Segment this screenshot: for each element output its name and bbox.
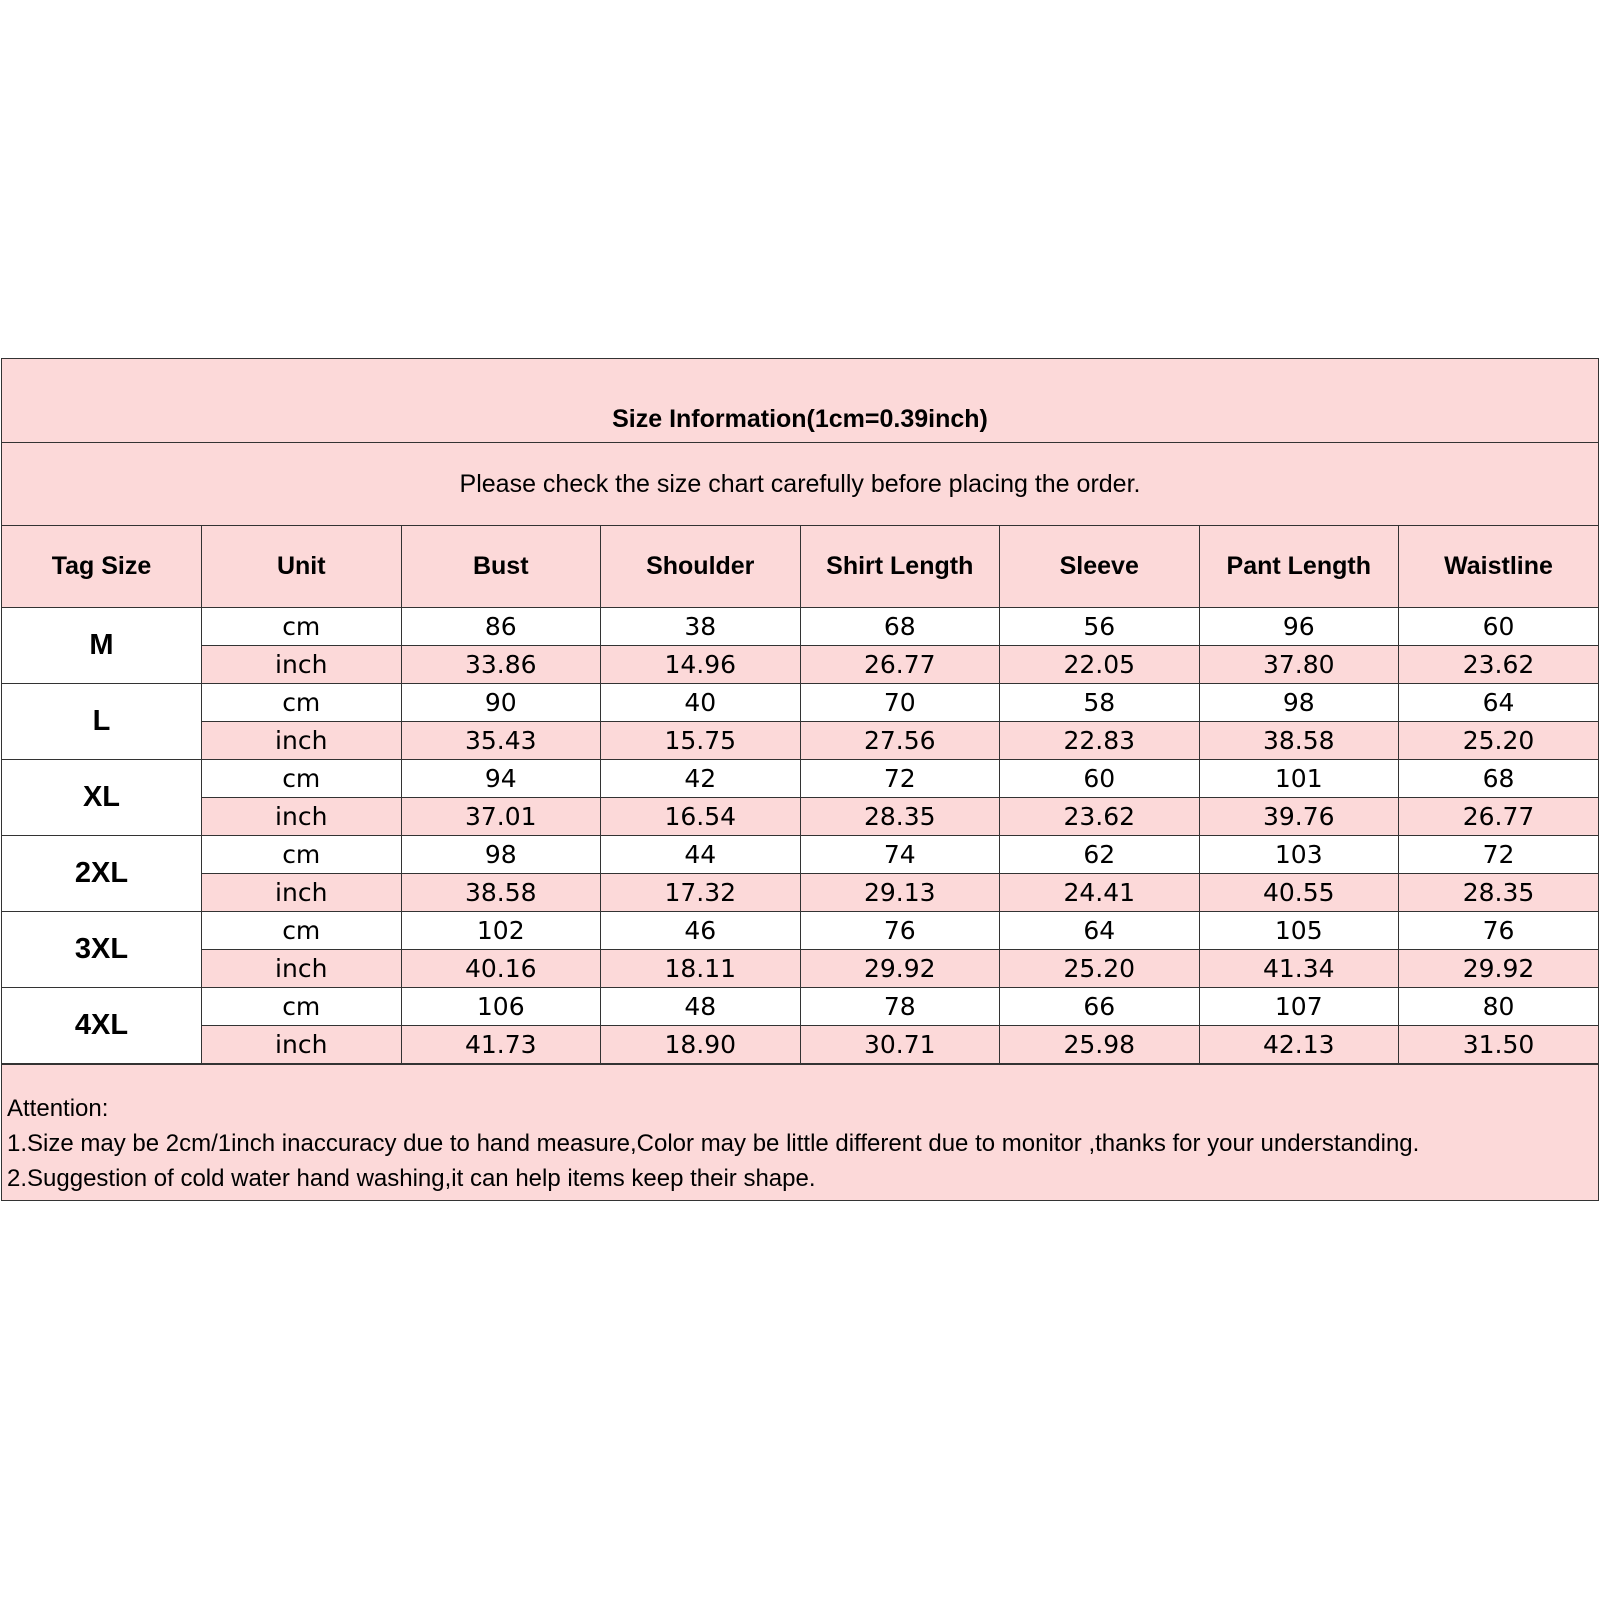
value-cell: 105 [1199,912,1399,950]
tag-size-cell: L [2,684,202,760]
value-cell: 38.58 [1199,722,1399,760]
value-cell: 74 [800,836,1000,874]
value-cell: 90 [401,684,601,722]
value-cell: 25.20 [1399,722,1599,760]
header-shirt-length: Shirt Length [800,526,1000,608]
header-waistline: Waistline [1399,526,1599,608]
value-cell: 66 [1000,988,1200,1026]
unit-cell: inch [202,798,402,836]
table-row [2,988,1598,1026]
header-sleeve: Sleeve [1000,526,1200,608]
value-cell: 17.32 [601,874,801,912]
value-cell: 56 [1000,608,1200,646]
table-row [2,836,1598,874]
header-row [2,526,1598,608]
value-cell: 70 [800,684,1000,722]
value-cell: 46 [601,912,801,950]
table-row [2,760,1598,798]
unit-cell: cm [202,760,402,798]
value-cell: 98 [1199,684,1399,722]
size-rows [2,608,1598,1064]
value-cell: 80 [1399,988,1599,1026]
value-cell: 76 [800,912,1000,950]
table-row [2,798,1598,836]
table-row [2,1026,1598,1064]
value-cell: 38 [601,608,801,646]
value-cell: 98 [401,836,601,874]
value-cell: 107 [1199,988,1399,1026]
table-row [2,912,1598,950]
tag-size-cell: 3XL [2,912,202,988]
value-cell: 62 [1000,836,1200,874]
value-cell: 64 [1000,912,1200,950]
value-cell: 58 [1000,684,1200,722]
value-cell: 41.34 [1199,950,1399,988]
value-cell: 42.13 [1199,1026,1399,1064]
value-cell: 25.20 [1000,950,1200,988]
value-cell: 64 [1399,684,1599,722]
value-cell: 24.41 [1000,874,1200,912]
header-bust: Bust [401,526,601,608]
value-cell: 40.16 [401,950,601,988]
value-cell: 60 [1000,760,1200,798]
value-cell: 26.77 [1399,798,1599,836]
value-cell: 14.96 [601,646,801,684]
value-cell: 22.83 [1000,722,1200,760]
value-cell: 29.92 [1399,950,1599,988]
value-cell: 40.55 [1199,874,1399,912]
unit-cell: inch [202,950,402,988]
header-unit: Unit [202,526,402,608]
value-cell: 72 [800,760,1000,798]
table-row [2,684,1598,722]
value-cell: 16.54 [601,798,801,836]
tag-size-cell: XL [2,760,202,836]
value-cell: 106 [401,988,601,1026]
unit-cell: cm [202,988,402,1026]
tag-size-cell: M [2,608,202,684]
value-cell: 86 [401,608,601,646]
value-cell: 60 [1399,608,1599,646]
unit-cell: cm [202,912,402,950]
value-cell: 26.77 [800,646,1000,684]
value-cell: 76 [1399,912,1599,950]
value-cell: 30.71 [800,1026,1000,1064]
unit-cell: inch [202,874,402,912]
value-cell: 29.13 [800,874,1000,912]
unit-cell: cm [202,836,402,874]
value-cell: 28.35 [1399,874,1599,912]
value-cell: 23.62 [1000,798,1200,836]
value-cell: 33.86 [401,646,601,684]
value-cell: 18.11 [601,950,801,988]
value-cell: 37.80 [1199,646,1399,684]
value-cell: 68 [800,608,1000,646]
value-cell: 29.92 [800,950,1000,988]
value-cell: 42 [601,760,801,798]
value-cell: 28.35 [800,798,1000,836]
unit-cell: cm [202,684,402,722]
value-cell: 41.73 [401,1026,601,1064]
value-cell: 22.05 [1000,646,1200,684]
value-cell: 44 [601,836,801,874]
header-tag-size: Tag Size [2,526,202,608]
value-cell: 37.01 [401,798,601,836]
unit-cell: inch [202,1026,402,1064]
table-row [2,722,1598,760]
table-row [2,874,1598,912]
value-cell: 102 [401,912,601,950]
value-cell: 103 [1199,836,1399,874]
value-cell: 23.62 [1399,646,1599,684]
note-1: 1.Size may be 2cm/1inch inaccuracy due to hand measure,Color may be little different due to monitor ,thanks for your understanding. [7,1130,1420,1157]
chart-title: Size Information(1cm=0.39inch) [2,359,1598,443]
header-pant-length: Pant Length [1199,526,1399,608]
value-cell: 15.75 [601,722,801,760]
value-cell: 40 [601,684,801,722]
tag-size-cell: 4XL [2,988,202,1064]
value-cell: 68 [1399,760,1599,798]
table-row [2,950,1598,988]
note-heading: Attention: [7,1095,109,1122]
size-table [2,526,1598,1064]
value-cell: 18.90 [601,1026,801,1064]
attention-notes [2,1064,1598,1200]
value-cell: 96 [1199,608,1399,646]
value-cell: 48 [601,988,801,1026]
value-cell: 38.58 [401,874,601,912]
table-row [2,646,1598,684]
value-cell: 35.43 [401,722,601,760]
value-cell: 25.98 [1000,1026,1200,1064]
tag-size-cell: 2XL [2,836,202,912]
note-2: 2.Suggestion of cold water hand washing,it can help items keep their shape. [7,1165,816,1192]
value-cell: 27.56 [800,722,1000,760]
table-row [2,608,1598,646]
unit-cell: inch [202,646,402,684]
value-cell: 78 [800,988,1000,1026]
size-chart [1,358,1599,1201]
value-cell: 39.76 [1199,798,1399,836]
value-cell: 101 [1199,760,1399,798]
value-cell: 94 [401,760,601,798]
chart-subtitle: Please check the size chart carefully before placing the order. [2,443,1598,526]
value-cell: 31.50 [1399,1026,1599,1064]
unit-cell: cm [202,608,402,646]
value-cell: 72 [1399,836,1599,874]
header-shoulder: Shoulder [601,526,801,608]
unit-cell: inch [202,722,402,760]
